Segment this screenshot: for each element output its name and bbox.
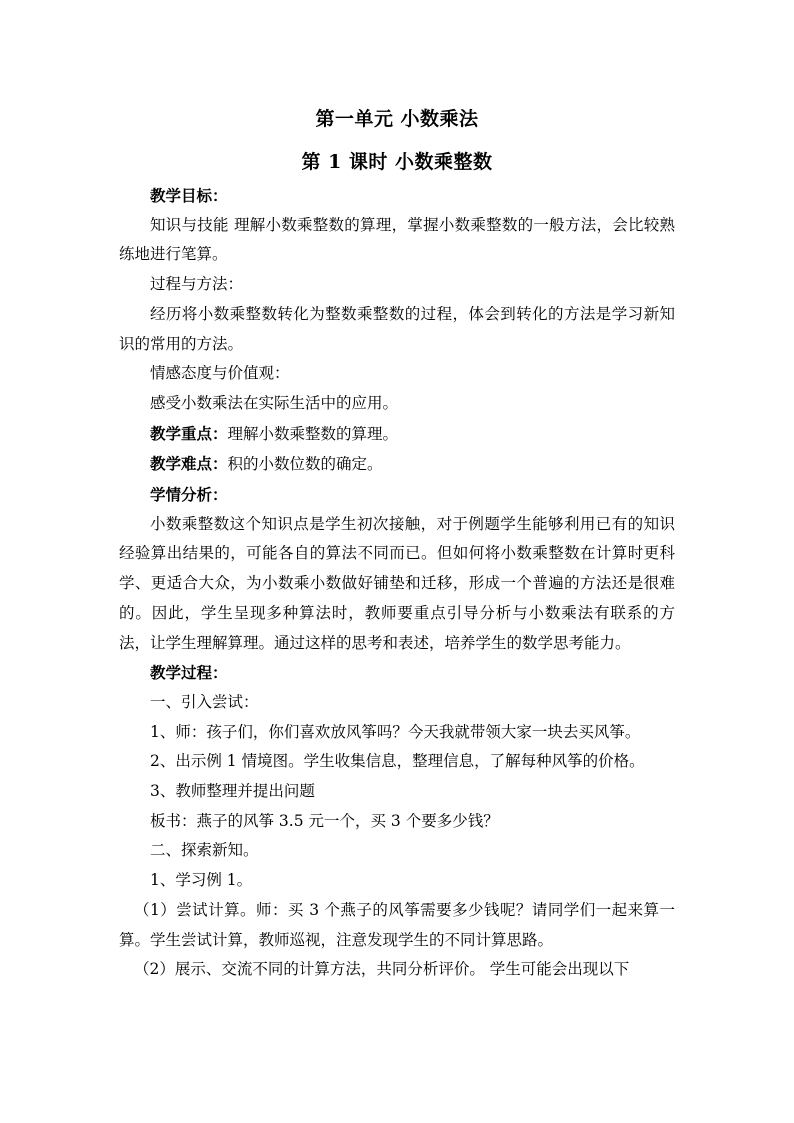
- process-item-1: 1、师：孩子们，你们喜欢放风筝吗？今天我就带领大家一块去买风筝。: [150, 722, 641, 741]
- process-board: 板书：燕子的风筝 3.5 元一个，买 3 个要多少钱？: [150, 811, 499, 830]
- document-content: [119, 106, 675, 985]
- process-item-4: 1、学习例 1。: [150, 871, 253, 890]
- difficulty-label: 教学难点：: [150, 454, 228, 474]
- goals-process-label: 过程与方法：: [150, 275, 244, 294]
- analysis-text: 小数乘整数这个知识点是学生初次接触，对于例题学生能够利用已有的知识经验算出结果的，可能各自的算法不同而已。但如何将小数乘整数在计算时更科学、更适合大众，为小数乘小数做好铺垫和迁移，形成一个普遍的方法还是很难的。因此，学生呈现多种算法时，教师要重点引导分析与小数乘法有联系的方法，让学生理解算理。通过这样的思考和表述，培养学生的数学思考能力。: [119, 514, 675, 652]
- key-point-label: 教学重点：: [150, 423, 228, 443]
- key-point-text: 理解小数乘整数的算理。: [227, 424, 399, 443]
- unit-title: 第一单元 小数乘法: [315, 108, 479, 130]
- process-item-3: 3、教师整理并提出问题: [150, 782, 315, 801]
- process-step-2: （2）展示、交流不同的计算方法，共同分析评价。 学生可能会出现以下: [134, 960, 630, 979]
- analysis-heading: 学情分析：: [150, 485, 228, 505]
- key-point: [119, 419, 675, 450]
- difficulty-text: 积的小数位数的确定。: [227, 455, 383, 474]
- process-item-2: 2、出示例 1 情境图。学生收集信息，整理信息，了解每种风筝的价格。: [150, 752, 645, 771]
- process-step-1: （1）尝试计算。师：买 3 个燕子的风筝需要多少钱呢？请同学们一起来算一算。学生尝试计算，教师巡视，注意发现学生的不同计算思路。: [119, 900, 675, 949]
- process-section-2: 二、探索新知。: [150, 841, 259, 860]
- process-heading: 教学过程：: [150, 663, 228, 683]
- goals-process: 经历将小数乘整数转化为整数乘整数的过程，体会到转化的方法是学习新知识的常用的方法。: [119, 304, 675, 353]
- goals-emotion: 感受小数乘法在实际生活中的应用。: [150, 393, 399, 412]
- lesson-title: 第 1 课时 小数乘整数: [301, 151, 493, 173]
- process-section-1: 一、引入尝试：: [150, 692, 259, 711]
- difficulty: [119, 449, 675, 480]
- goals-heading: 教学目标：: [150, 186, 228, 205]
- goals-knowledge: 知识与技能 理解小数乘整数的算理，掌握小数乘整数的一般方法，会比较熟练地进行笔算。: [119, 215, 675, 264]
- goals-emotion-label: 情感态度与价值观：: [150, 364, 290, 383]
